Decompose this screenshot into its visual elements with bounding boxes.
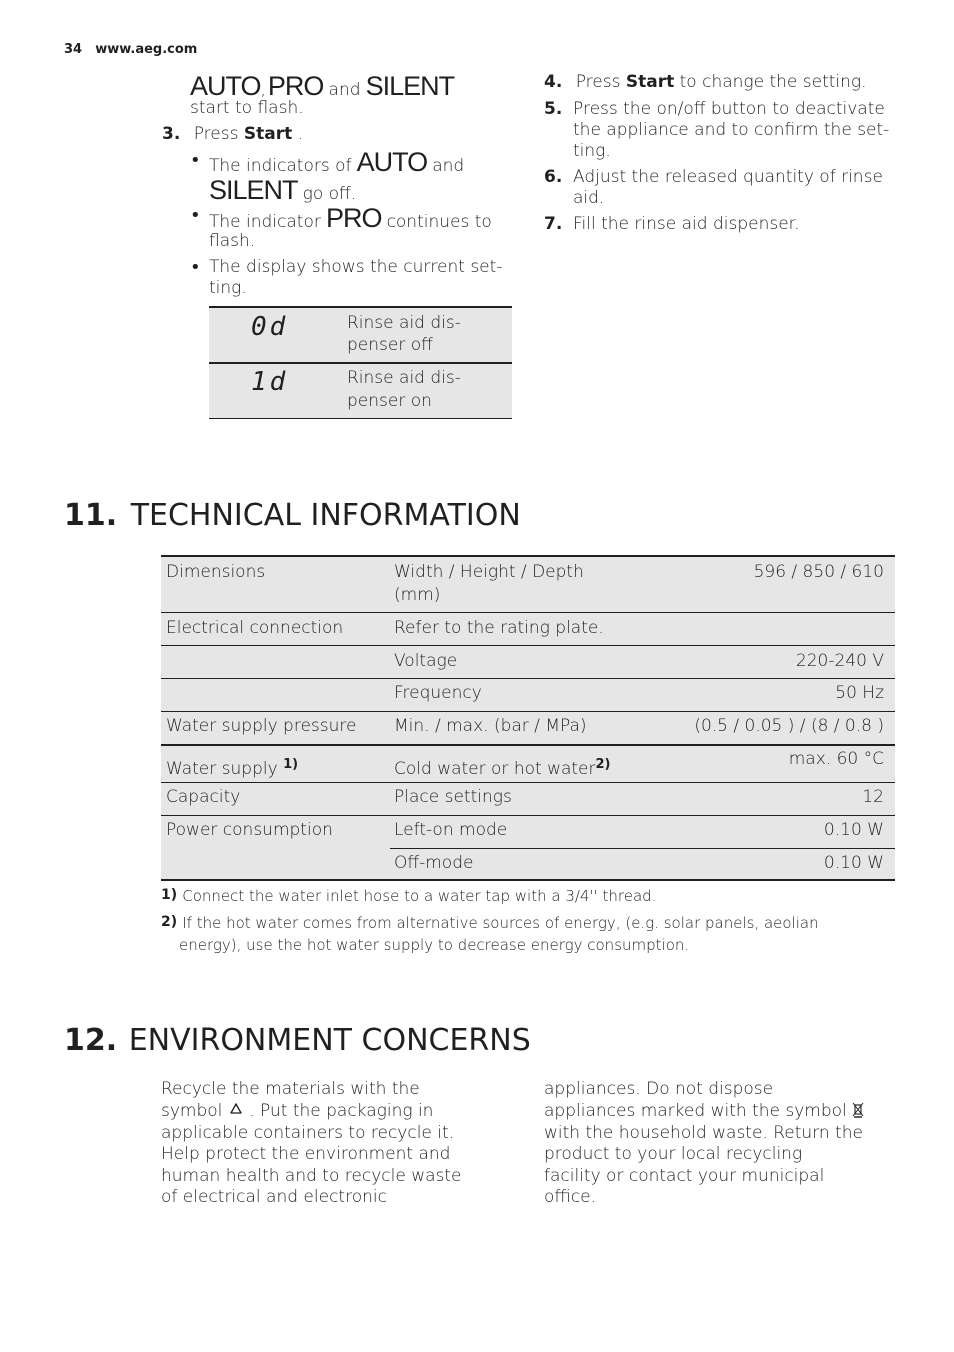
cell-rating-plate: Refer to the rating plate. xyxy=(394,618,604,638)
flash-text: start to flash. xyxy=(190,98,304,118)
bullet-mark: • xyxy=(190,205,201,226)
step-text: Press xyxy=(193,124,239,144)
step-3 xyxy=(162,124,303,145)
display-row-divider xyxy=(209,362,512,364)
step-5-line1: Press the on/off button to deactivate xyxy=(573,99,885,119)
bullet-2-text-a: The indicator xyxy=(209,212,321,232)
footnote-ref-1: 1) xyxy=(283,757,299,772)
footnote-2-cont: energy), use the hot water supply to decrease energy consumption. xyxy=(179,936,690,954)
cell-pressure-value: (0.5 / 0.05 ) / (8 / 0.8 ) xyxy=(694,716,884,736)
footnote-1 xyxy=(161,886,656,905)
step-end: . xyxy=(297,124,304,144)
cell-cold-hot xyxy=(394,754,611,780)
step-end: to change the setting. xyxy=(679,72,867,92)
rinse-off-line1: Rinse aid dis- xyxy=(347,313,461,333)
cell-frequency-value: 50 Hz xyxy=(835,683,884,703)
footnote-text: If the hot water comes from alternative sources of energy, (e.g. solar panels, aeolian xyxy=(182,914,819,932)
pro-label: PRO xyxy=(267,71,324,101)
section-number: 11. xyxy=(64,498,118,533)
footnote-mark: 2) xyxy=(161,914,178,930)
step-5-line3: ting. xyxy=(573,141,611,161)
section-title: TECHNICAL INFORMATION xyxy=(130,498,521,533)
env-right-line-1 xyxy=(544,1101,864,1124)
row-divider xyxy=(161,678,895,679)
bullet-mark: • xyxy=(190,257,201,278)
cell-capacity: Capacity xyxy=(166,787,241,807)
crossed-bin-icon xyxy=(852,1102,864,1124)
row-divider xyxy=(161,782,895,783)
cell-pressure-unit: Min. / max. (bar / MPa) xyxy=(394,716,587,736)
row-divider xyxy=(161,711,895,712)
bullet-2-text-b: continues to xyxy=(386,212,492,232)
step-6-number: 6. xyxy=(544,167,563,187)
cell-voltage: Voltage xyxy=(394,651,458,671)
pro-label: PRO xyxy=(325,203,382,233)
display-code-off: 0d xyxy=(251,312,289,342)
cell-whd: Width / Height / Depth xyxy=(394,562,584,582)
step-6-line1: Adjust the released quantity of rinse xyxy=(573,167,883,187)
step-7-line1: Fill the rinse aid dispenser. xyxy=(573,214,800,234)
water-supply-label: Water supply xyxy=(166,759,278,779)
step-text: Press xyxy=(575,72,621,92)
auto-label: AUTO xyxy=(356,147,428,177)
tech-table xyxy=(161,555,895,881)
section-12-heading xyxy=(64,1024,531,1058)
env-symbol-text: appliances marked with the symbol xyxy=(544,1101,847,1121)
cell-dimensions: Dimensions xyxy=(166,562,266,582)
bullet-2-text-c: flash. xyxy=(209,231,256,251)
start-bold: Start xyxy=(625,72,675,92)
section-title: ENVIRONMENT CONCERNS xyxy=(128,1023,531,1058)
env-left-line-6: of electrical and electronic xyxy=(161,1187,387,1207)
env-right-line-0: appliances. Do not dispose xyxy=(544,1079,774,1099)
env-left-line-3: applicable containers to recycle it. xyxy=(161,1123,455,1143)
cell-dimensions-value: 596 / 850 / 610 xyxy=(753,562,884,582)
footnote-mark: 1) xyxy=(161,887,178,903)
step-5-line2: the appliance and to confirm the set- xyxy=(573,120,890,140)
cell-left-on-value: 0.10 W xyxy=(823,820,884,840)
section-number: 12. xyxy=(64,1023,118,1058)
rinse-off-line2: penser off xyxy=(347,335,433,355)
bullet-1-text-b: and xyxy=(432,156,465,176)
cell-capacity-value: 12 xyxy=(862,787,884,807)
step-number: 3. xyxy=(162,124,181,144)
env-left-line-4: Help protect the environment and xyxy=(161,1144,451,1164)
cell-place-settings: Place settings xyxy=(394,787,512,807)
bullet-3-text-b: ting. xyxy=(209,278,247,298)
bullet-1-text-a: The indicators of xyxy=(209,156,352,176)
env-left-line-5: human health and to recycle waste xyxy=(161,1166,462,1186)
silent-label: SILENT xyxy=(365,71,455,101)
and-text: and xyxy=(328,80,361,100)
start-bold: Start xyxy=(243,124,293,144)
bullet-1-text-c: go off. xyxy=(302,184,357,204)
bullet-1-line1 xyxy=(209,148,464,177)
env-packaging-text: . Put the packaging in xyxy=(249,1101,434,1121)
page-number: 34 xyxy=(64,42,83,57)
cell-off-mode-value: 0.10 W xyxy=(823,853,884,873)
env-right-line-4: facility or contact your municipal xyxy=(544,1166,825,1186)
section-11-heading xyxy=(64,499,521,533)
row-divider xyxy=(390,848,895,849)
cell-power: Power consumption xyxy=(166,820,333,840)
cell-water-temp-value: max. 60 °C xyxy=(788,749,884,769)
step-number: 4. xyxy=(544,72,563,92)
rinse-on-line2: penser on xyxy=(347,391,432,411)
cell-voltage-value: 220-240 V xyxy=(795,651,884,671)
cell-left-on: Left-on mode xyxy=(394,820,508,840)
recycle-icon xyxy=(228,1102,244,1124)
display-table xyxy=(209,306,512,419)
mode-line xyxy=(190,72,454,101)
step-4 xyxy=(544,72,867,93)
row-divider xyxy=(161,645,895,646)
site-url: www.aeg.com xyxy=(95,42,198,57)
footnote-text: Connect the water inlet hose to a water tap with a 3/4'' thread. xyxy=(182,887,657,905)
bullet-1-line2 xyxy=(209,176,356,205)
step-6-line2: aid. xyxy=(573,188,605,208)
footnote-2 xyxy=(161,913,819,932)
env-right-line-3: product to your local recycling xyxy=(544,1144,803,1164)
silent-label: SILENT xyxy=(209,175,298,205)
display-code-on: 1d xyxy=(251,367,289,397)
cell-water-supply xyxy=(166,754,298,780)
cell-mm: (mm) xyxy=(394,585,441,605)
bullet-3-text-a: The display shows the current set- xyxy=(209,257,503,277)
step-5-number: 5. xyxy=(544,99,563,119)
rinse-on-line1: Rinse aid dis- xyxy=(347,368,461,388)
row-divider xyxy=(161,744,895,746)
env-right-line-2: with the household waste. Return the xyxy=(544,1123,863,1143)
step-7-number: 7. xyxy=(544,214,563,234)
cold-hot-label: Cold water or hot water xyxy=(394,759,596,779)
row-divider xyxy=(161,815,895,816)
env-left-line-0: Recycle the materials with the xyxy=(161,1079,420,1099)
env-symbol-word: symbol xyxy=(161,1101,223,1121)
cell-pressure: Water supply pressure xyxy=(166,716,357,736)
env-right-line-5: office. xyxy=(544,1187,597,1207)
env-left-line-1 xyxy=(161,1101,433,1124)
bullet-mark: • xyxy=(190,150,201,171)
auto-label: AUTO xyxy=(190,71,261,101)
page-header xyxy=(64,38,197,57)
row-divider xyxy=(161,612,895,613)
bullet-2-line1 xyxy=(209,204,492,233)
cell-off-mode: Off-mode xyxy=(394,853,474,873)
comma: , xyxy=(260,80,266,100)
footnote-ref-2: 2) xyxy=(595,757,611,772)
cell-frequency: Frequency xyxy=(394,683,482,703)
cell-electrical: Electrical connection xyxy=(166,618,344,638)
